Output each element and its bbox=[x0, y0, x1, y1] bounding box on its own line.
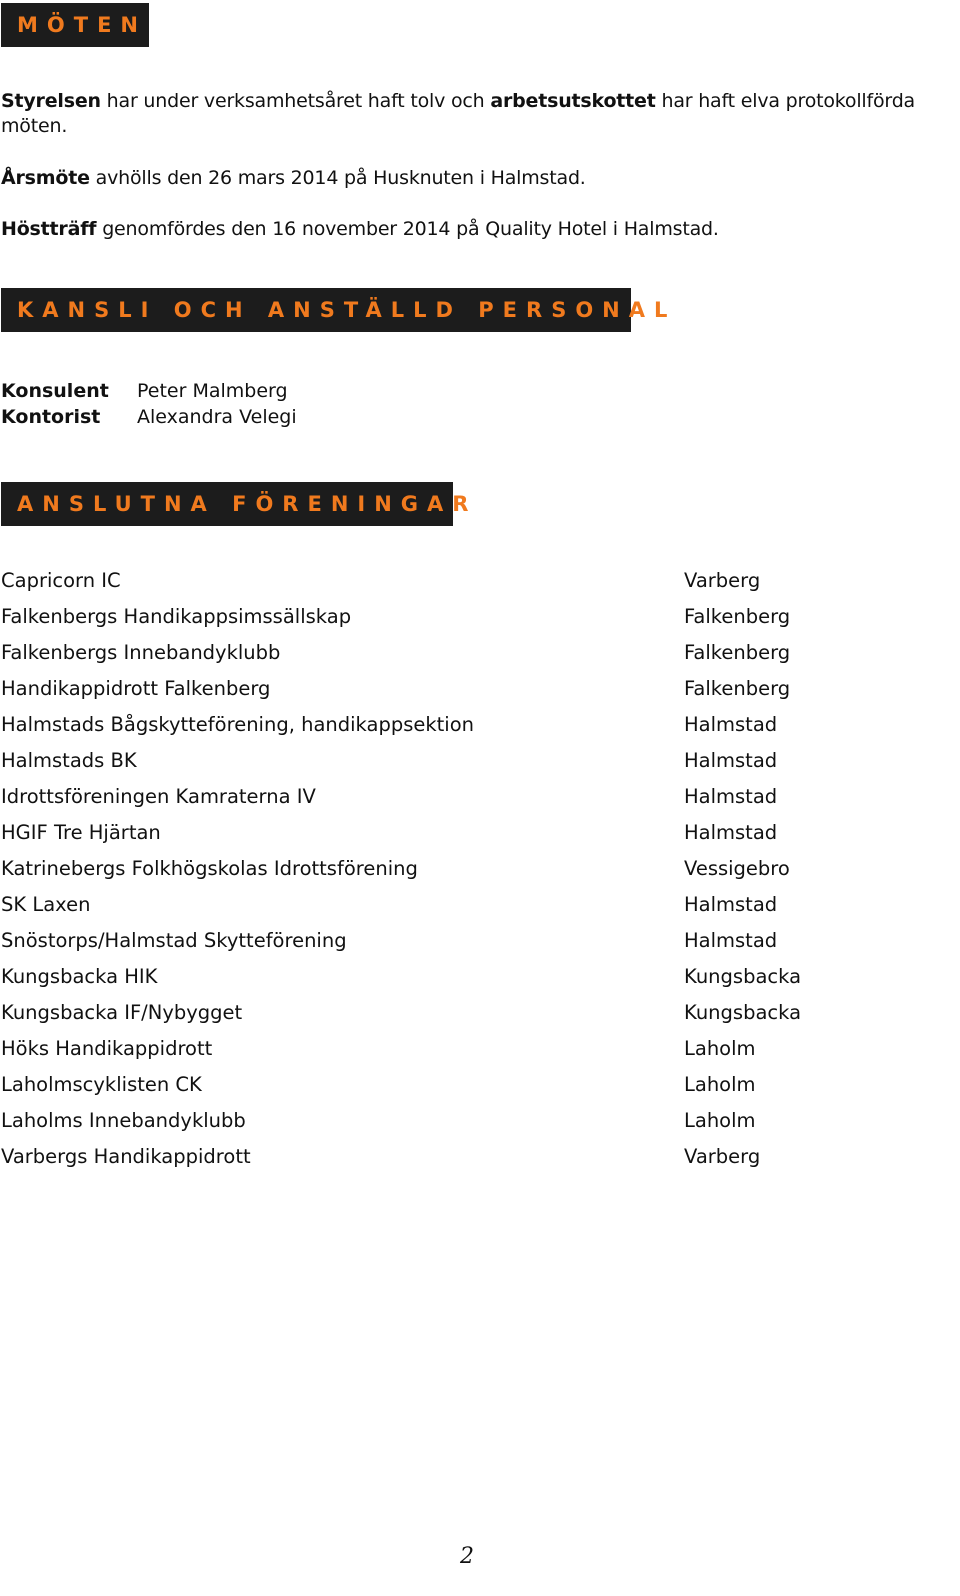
club-row bbox=[1, 1106, 901, 1142]
staff-role: Kontorist bbox=[1, 406, 101, 428]
club-name: Kungsbacka IF/Nybygget bbox=[1, 1001, 243, 1024]
club-name: Laholms Innebandyklubb bbox=[1, 1109, 246, 1132]
board-label: Styrelsen bbox=[1, 90, 101, 112]
annual-meeting-label: Årsmöte bbox=[1, 167, 90, 189]
club-name: Capricorn IC bbox=[1, 569, 121, 592]
club-row bbox=[1, 638, 901, 674]
club-row bbox=[1, 710, 901, 746]
meetings-paragraph-autumn bbox=[1, 217, 949, 242]
board-text: har under verksamhetsåret haft tolv och bbox=[100, 90, 491, 112]
autumn-meeting-text: genomfördes den 16 november 2014 på Quality Hotel i Halmstad. bbox=[96, 218, 719, 240]
club-city: Falkenberg bbox=[684, 641, 791, 664]
club-name: Handikappidrott Falkenberg bbox=[1, 677, 271, 700]
section-header-office: KANSLI OCH ANSTÄLLD PERSONAL bbox=[1, 288, 631, 332]
autumn-meeting-label: Höstträff bbox=[1, 218, 97, 240]
club-row bbox=[1, 926, 901, 962]
club-city: Kungsbacka bbox=[684, 965, 802, 988]
club-row bbox=[1, 566, 901, 602]
club-name: Halmstads BK bbox=[1, 749, 137, 772]
working-committee-label: arbetsutskottet bbox=[490, 90, 656, 112]
meetings-paragraph-annual bbox=[1, 166, 949, 191]
club-row bbox=[1, 1034, 901, 1070]
working-committee-text: har haft elva protokollförda möten. bbox=[1, 90, 915, 137]
club-name: Falkenbergs Handikappsimssällskap bbox=[1, 605, 352, 628]
club-city: Kungsbacka bbox=[684, 1001, 802, 1024]
club-city: Varberg bbox=[684, 569, 761, 592]
meetings-paragraph-board bbox=[1, 89, 949, 139]
club-list bbox=[1, 566, 901, 1178]
club-row bbox=[1, 818, 901, 854]
annual-meeting-text: avhölls den 26 mars 2014 på Husknuten i Halmstad. bbox=[89, 167, 586, 189]
club-city: Laholm bbox=[684, 1109, 756, 1132]
club-name: Höks Handikappidrott bbox=[1, 1037, 213, 1060]
club-city: Halmstad bbox=[684, 821, 778, 844]
club-city: Varberg bbox=[684, 1145, 761, 1168]
page-number: 2 bbox=[460, 1544, 474, 1569]
club-name: HGIF Tre Hjärtan bbox=[1, 821, 161, 844]
club-name: Varbergs Handikappidrott bbox=[1, 1145, 251, 1168]
section-header-meetings: MÖTEN bbox=[1, 3, 149, 47]
club-name: Kungsbacka HIK bbox=[1, 965, 158, 988]
club-name: Snöstorps/Halmstad Skytteförening bbox=[1, 929, 347, 952]
club-city: Halmstad bbox=[684, 929, 778, 952]
club-city: Laholm bbox=[684, 1037, 756, 1060]
club-city: Laholm bbox=[684, 1073, 756, 1096]
club-city: Falkenberg bbox=[684, 605, 791, 628]
staff-role: Konsulent bbox=[1, 380, 109, 402]
club-city: Vessigebro bbox=[684, 857, 790, 880]
club-row bbox=[1, 854, 901, 890]
club-name: Katrinebergs Folkhögskolas Idrottsförening bbox=[1, 857, 418, 880]
club-name: Laholmscyklisten CK bbox=[1, 1073, 202, 1096]
club-city: Falkenberg bbox=[684, 677, 791, 700]
club-row bbox=[1, 746, 901, 782]
club-row bbox=[1, 962, 901, 998]
club-row bbox=[1, 1142, 901, 1178]
club-row bbox=[1, 782, 901, 818]
staff-name: Peter Malmberg bbox=[137, 380, 288, 402]
club-row bbox=[1, 1070, 901, 1106]
club-city: Halmstad bbox=[684, 713, 778, 736]
club-city: Halmstad bbox=[684, 785, 778, 808]
staff-name: Alexandra Velegi bbox=[137, 406, 297, 428]
club-city: Halmstad bbox=[684, 893, 778, 916]
club-name: Idrottsföreningen Kamraterna IV bbox=[1, 785, 316, 808]
section-header-clubs: ANSLUTNA FÖRENINGAR bbox=[1, 482, 453, 526]
club-row bbox=[1, 602, 901, 638]
club-row bbox=[1, 674, 901, 710]
club-city: Halmstad bbox=[684, 749, 778, 772]
club-name: Falkenbergs Innebandyklubb bbox=[1, 641, 281, 664]
club-name: SK Laxen bbox=[1, 893, 91, 916]
club-row bbox=[1, 890, 901, 926]
club-row bbox=[1, 998, 901, 1034]
club-name: Halmstads Bågskytteförening, handikappsektion bbox=[1, 713, 475, 736]
